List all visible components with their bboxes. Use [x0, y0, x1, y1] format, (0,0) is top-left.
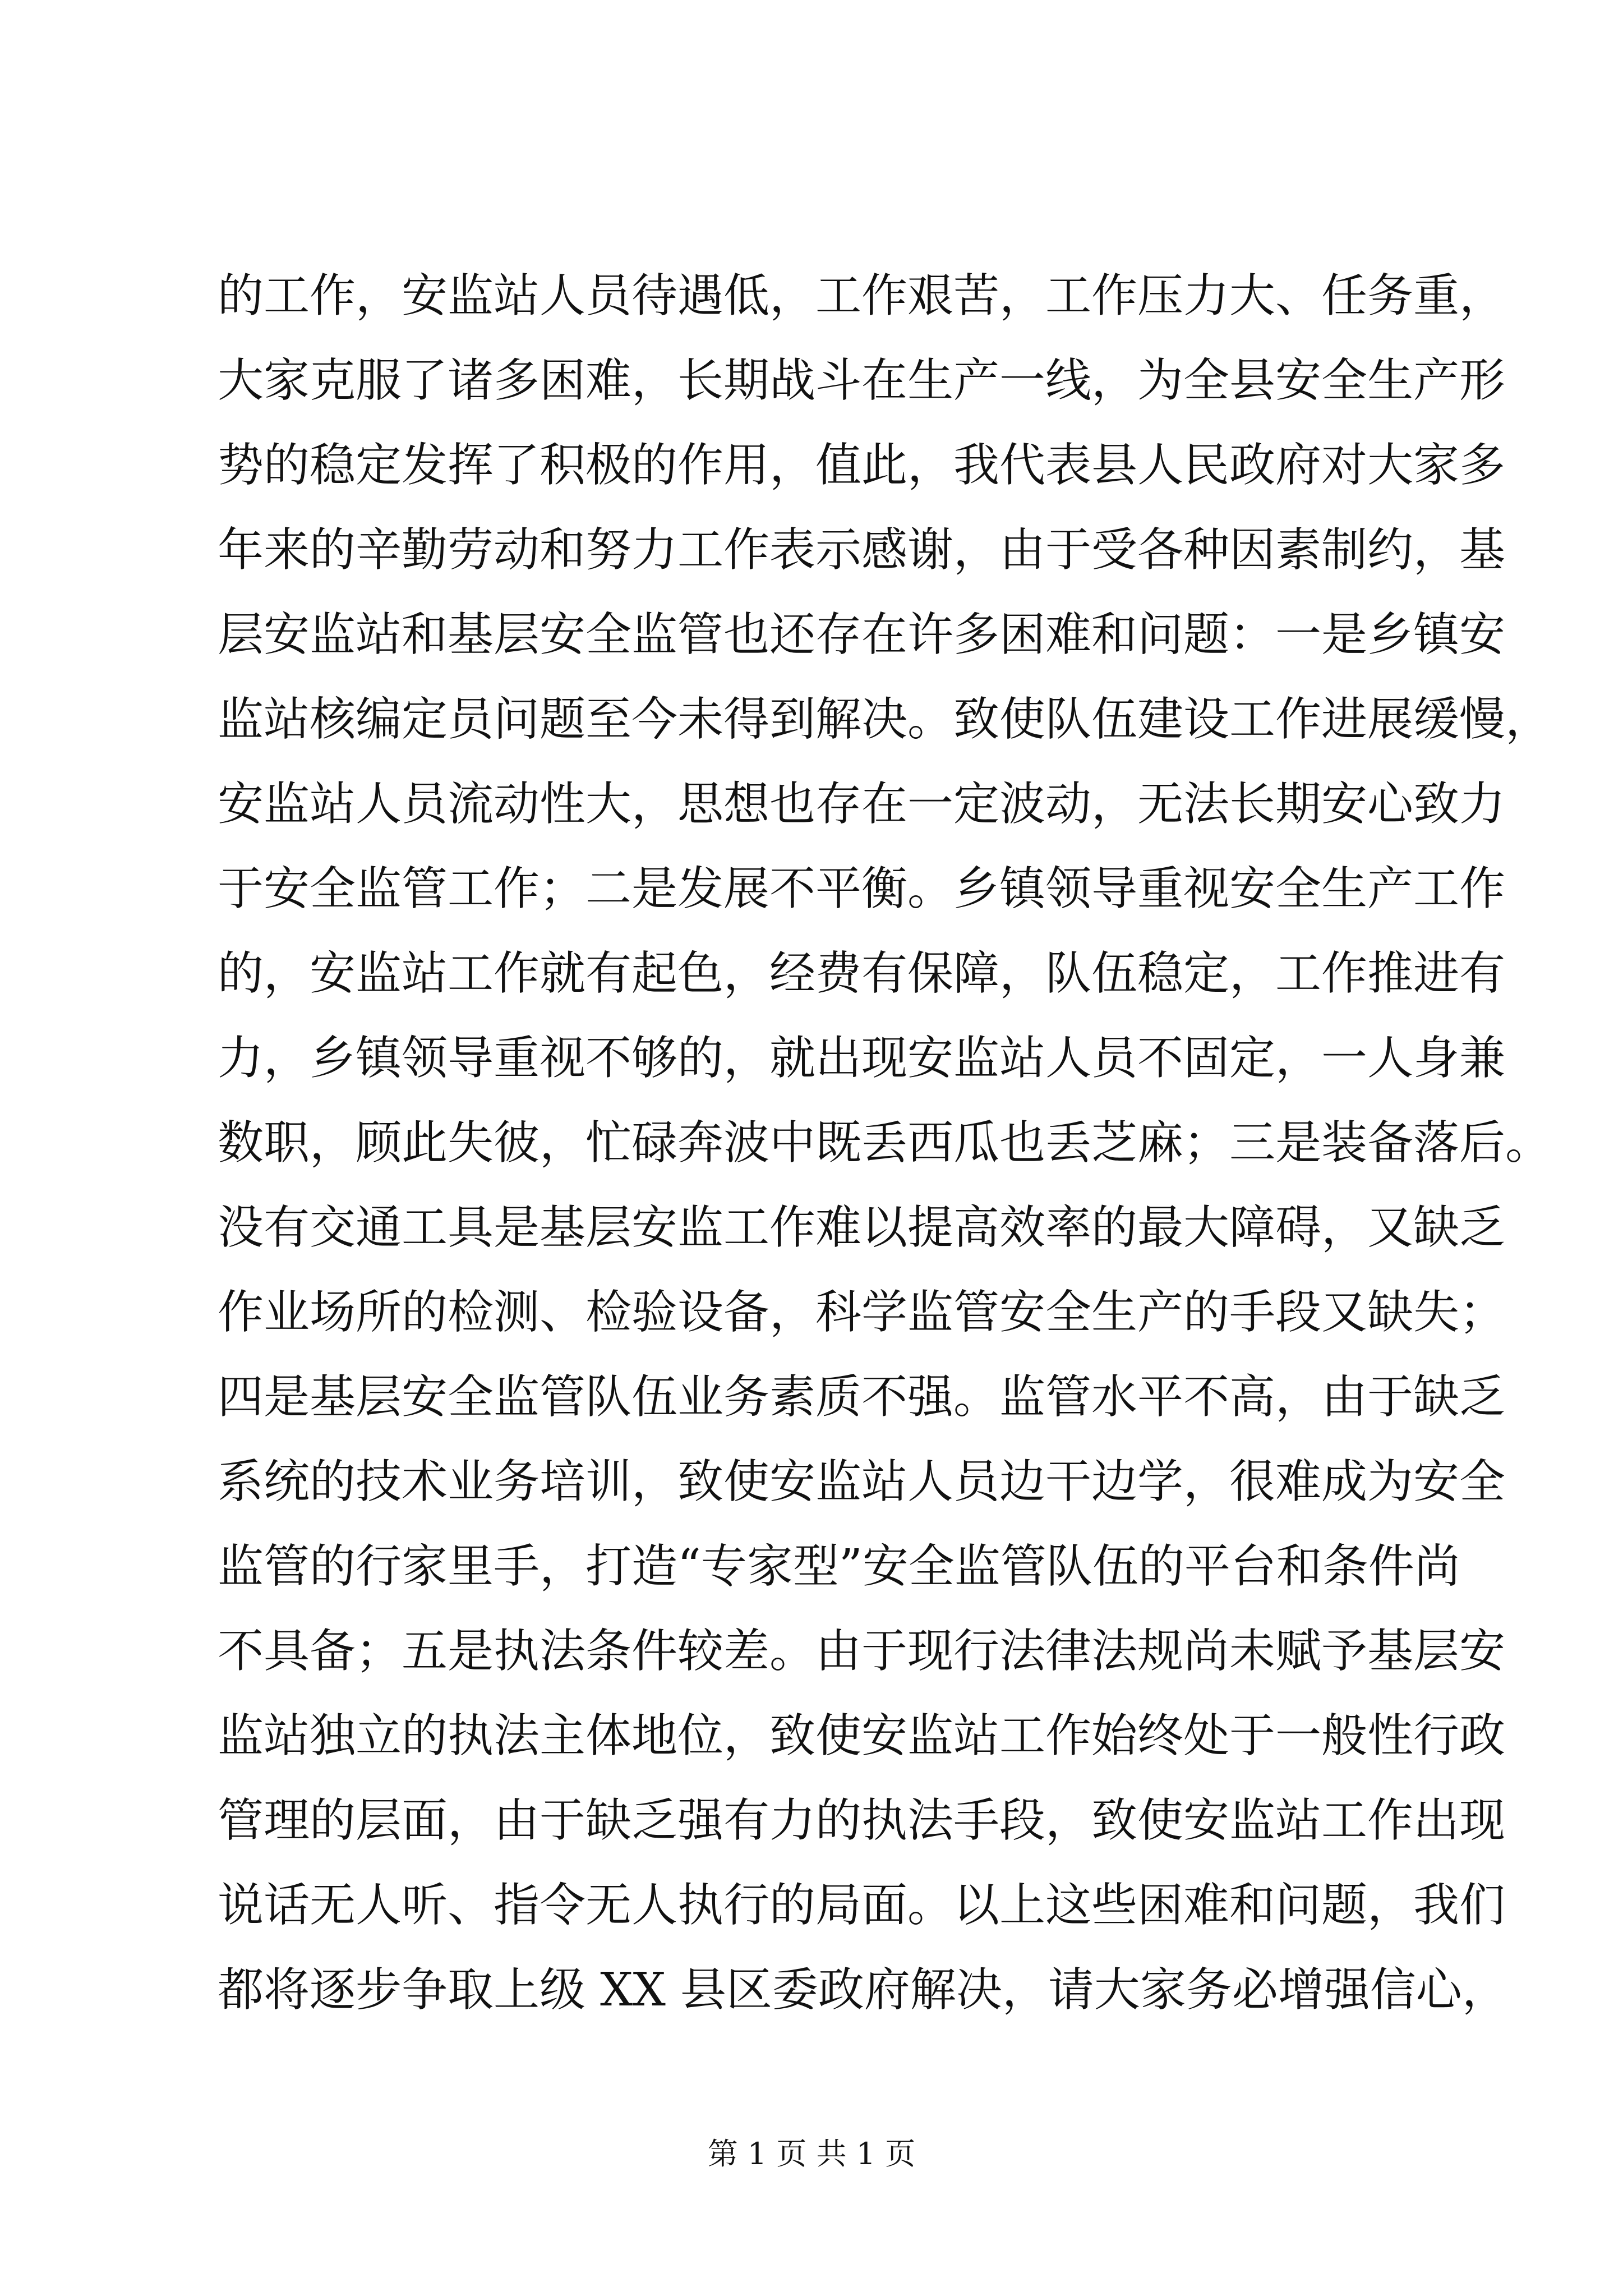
text-line: 于安全监管工作；二是发展不平衡。乡镇领导重视安全生产工作 [218, 862, 1506, 915]
text-line: 的工作，安监站人员待遇低，工作艰苦，工作压力大、任务重， [218, 269, 1506, 323]
text-line: 四是基层安全监管队伍业务素质不强。监管水平不高，由于缺乏 [218, 1370, 1506, 1424]
text-line: 没有交通工具是基层安监工作难以提高效率的最大障碍，又缺乏 [218, 1201, 1506, 1254]
text-line: 监站核编定员问题至今未得到解决。致使队伍建设工作进展缓慢， [218, 693, 1552, 746]
text-line: 作业场所的检测、检验设备，科学监管安全生产的手段又缺失； [218, 1286, 1506, 1339]
text-line: 不具备；五是执法条件较差。由于现行法律法规尚未赋予基层安 [218, 1625, 1506, 1678]
text-line: 系统的技术业务培训，致使安监站人员边干边学，很难成为安全 [218, 1455, 1506, 1508]
text-line: 层安监站和基层安全监管也还存在许多困难和问题：一是乡镇安 [218, 608, 1506, 661]
text-line: 的，安监站工作就有起色，经费有保障，队伍稳定，工作推进有 [218, 947, 1506, 1000]
text-line: 年来的辛勤劳动和努力工作表示感谢，由于受各种因素制约，基 [218, 523, 1506, 577]
text-line: 力，乡镇领导重视不够的，就出现安监站人员不固定，一人身兼 [218, 1032, 1506, 1085]
text-line: 监站独立的执法主体地位，致使安监站工作始终处于一般性行政 [218, 1709, 1506, 1763]
body-paragraph [218, 254, 1552, 2032]
page-footer: 第 1 页 共 1 页 [707, 2136, 916, 2171]
text-line: 监管的行家里手，打造“专家型”安全监管队伍的平台和条件尚 [218, 1540, 1460, 1593]
text-line: 说话无人听、指令无人执行的局面。以上这些困难和问题，我们 [218, 1879, 1506, 1932]
text-line: 数职，顾此失彼，忙碌奔波中既丢西瓜也丢芝麻；三是装备落后。 [218, 1116, 1552, 1170]
text-line: 都将逐步争取上级 XX 县区委政府解决，请大家务必增强信心， [218, 1963, 1508, 2017]
text-line: 安监站人员流动性大，思想也存在一定波动，无法长期安心致力 [218, 777, 1506, 831]
text-line: 管理的层面，由于缺乏强有力的执法手段，致使安监站工作出现 [218, 1794, 1506, 1847]
text-line: 大家克服了诸多困难，长期战斗在生产一线，为全县安全生产形 [218, 354, 1506, 407]
text-line: 势的稳定发挥了积极的作用，值此，我代表县人民政府对大家多 [218, 439, 1506, 492]
